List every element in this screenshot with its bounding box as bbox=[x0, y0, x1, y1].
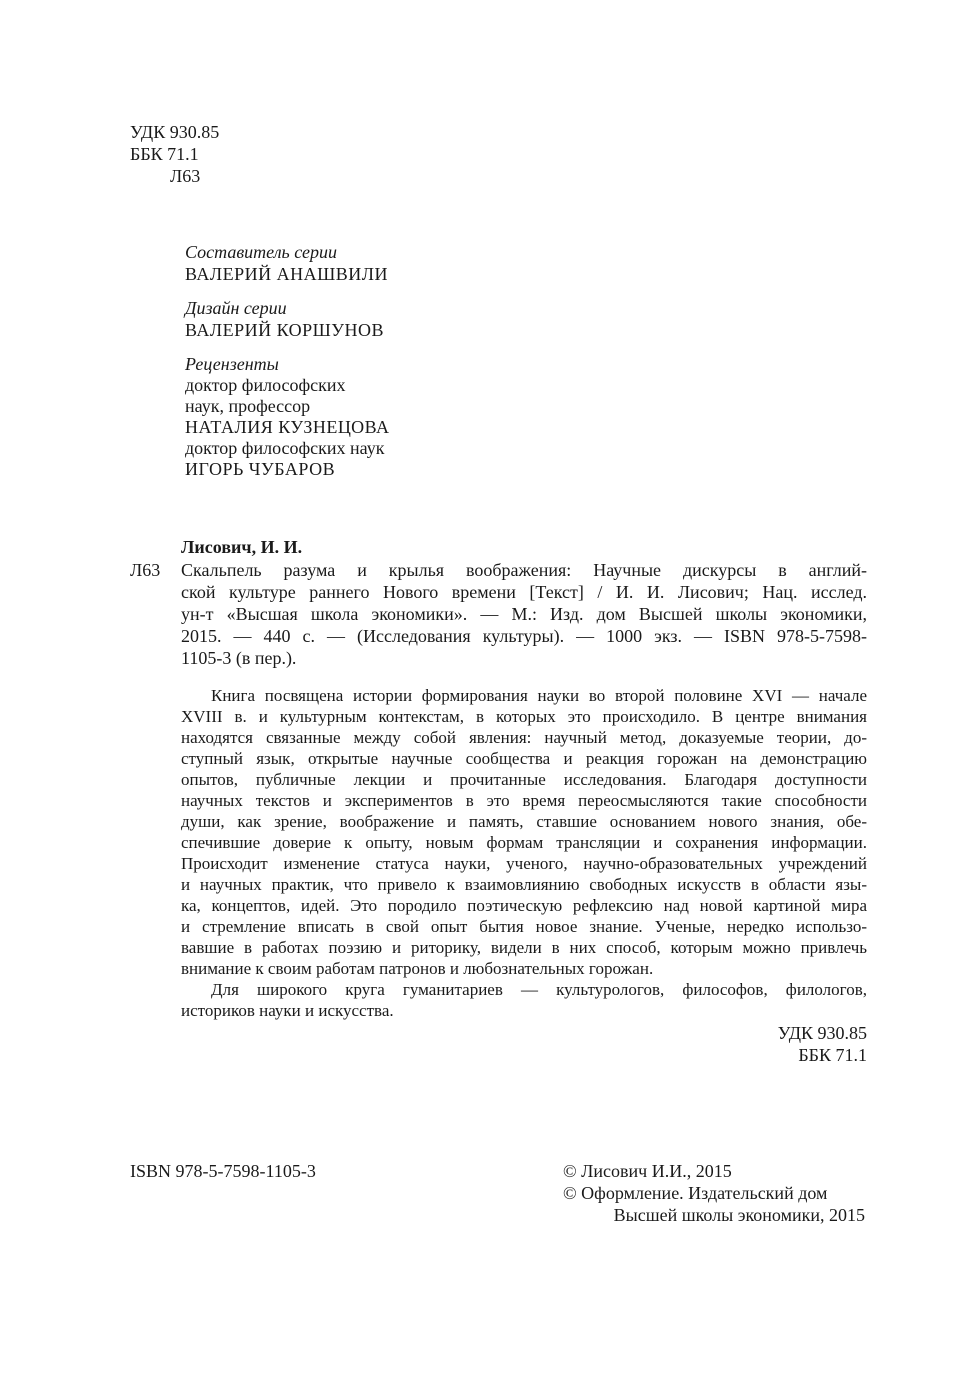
design-name: ВАЛЕРИЙ КОРШУНОВ bbox=[185, 320, 385, 340]
bibliography-author: Лисович, И. И. bbox=[181, 537, 303, 557]
copyright-design-line1: © Оформление. Издательский дом bbox=[563, 1183, 828, 1203]
annotation-line: находятся связанные между собой явления: научный метод, доказуемые теории, до- bbox=[181, 728, 867, 747]
credits-block bbox=[185, 241, 390, 480]
annotation-line: Книга посвящена истории формирования науки во второй половине XVI — начале bbox=[211, 686, 867, 705]
copyright-design-line2: Высшей школы экономики, 2015 bbox=[613, 1205, 865, 1225]
annotation-line: опытов, публичные лекции и прочитанные исследования. Благодаря доступности bbox=[181, 770, 867, 789]
copyright-author: © Лисович И.И., 2015 bbox=[563, 1161, 732, 1181]
annotation-codes bbox=[667, 1022, 867, 1066]
annotation-line: и научных практик, что привело к взаимовлиянию свободных искусств в области язы- bbox=[181, 875, 867, 894]
annotation-line: и стремление вписать в свой опыт бытия новое знание. Ученые, нередко использо- bbox=[181, 917, 867, 936]
annotation bbox=[181, 685, 867, 1021]
series-editor-name: ВАЛЕРИЙ АНАШВИЛИ bbox=[185, 264, 388, 284]
reviewer1-title-line1: доктор философских bbox=[185, 375, 346, 395]
bibliography-line: ун-т «Высшая школа экономики». — М.: Изд. дом Высшей школы экономики, bbox=[181, 604, 867, 624]
annotation-line: спечившие доверие к опыту, новым формам трансляции и сохранения информации. bbox=[181, 833, 867, 852]
bbk-code: ББК 71.1 bbox=[130, 144, 199, 164]
audience-line: историков науки и искусства. bbox=[181, 1001, 394, 1020]
reviewer2-name: ИГОРЬ ЧУБАРОВ bbox=[185, 459, 336, 479]
bibliography-line: 1105-3 (в пер.). bbox=[181, 648, 297, 668]
annotation-last-line: внимание к своим работам патронов и любознательных горожан. bbox=[181, 959, 654, 978]
annotation-bbk: ББК 71.1 bbox=[798, 1045, 867, 1065]
bibliography-mark: Л63 bbox=[130, 560, 161, 580]
annotation-line: ступный язык, открытые научные сообщества и реакция горожан на демонстрацию bbox=[181, 749, 867, 768]
reviewer1-name: НАТАЛИЯ КУЗНЕЦОВА bbox=[185, 417, 390, 437]
audience-line: Для широкого круга гуманитариев — культурологов, философов, филологов, bbox=[211, 980, 867, 999]
annotation-line: XVIII в. и культурным контекстам, в которых это происходило. В центре внимания bbox=[181, 707, 867, 726]
reviewer2-title: доктор философских наук bbox=[185, 438, 385, 458]
annotation-line: Происходит изменение статуса науки, ученого, научно-образовательных учреждений bbox=[181, 854, 867, 873]
annotation-line: ка, концептов, идей. Это породило поэтическую рефлексию над новой картиной мира bbox=[181, 896, 867, 915]
annotation-line: вавшие в работах поэзию и риторику, видели в них способ, которым можно привлечь bbox=[181, 938, 867, 957]
reviewer1-title-line2: наук, профессор bbox=[185, 396, 311, 416]
isbn: ISBN 978-5-7598-1105-3 bbox=[130, 1161, 316, 1181]
annotation-udk: УДК 930.85 bbox=[777, 1023, 867, 1043]
bibliography-line: 2015. — 440 с. — (Исследования культуры). — 1000 экз. — ISBN 978-5-7598- bbox=[181, 626, 867, 646]
classification-block bbox=[130, 121, 219, 187]
series-editor-label: Составитель серии bbox=[185, 242, 337, 262]
reviewers-label: Рецензенты bbox=[185, 354, 279, 374]
bibliography-line: ской культуре раннего Нового времени [Текст] / И. И. Лисович; Нац. исслед. bbox=[181, 582, 867, 602]
annotation-line: души, как зрение, воображение и память, ставшие основанием нового знания, обе- bbox=[181, 812, 867, 831]
copyright-block bbox=[563, 1160, 865, 1226]
bibliography-record bbox=[181, 559, 867, 669]
bibliography-line: Скальпель разума и крылья воображения: Научные дискурсы в англий- bbox=[181, 560, 867, 580]
annotation-line: научных текстов и экспериментов в это время переосмысляются такие способности bbox=[181, 791, 867, 810]
udk-code: УДК 930.85 bbox=[130, 122, 220, 142]
design-label: Дизайн серии bbox=[185, 298, 287, 318]
author-mark: Л63 bbox=[170, 166, 201, 186]
